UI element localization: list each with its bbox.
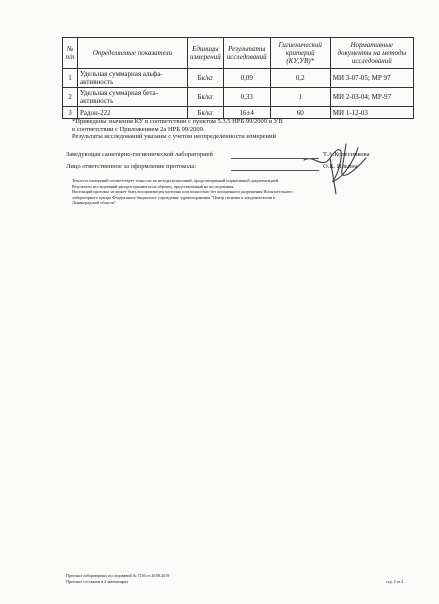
signature-line <box>231 158 319 159</box>
row-method: МИ 1-12-03 <box>330 107 413 119</box>
header-method: Нормативные документы на методы исследований <box>330 38 413 69</box>
row-unit: Бк/кг <box>188 88 224 107</box>
resp-role: Лицо ответственное за оформление протокола: <box>66 163 196 170</box>
row-criterion: 0,2 <box>270 69 330 88</box>
header-criterion: Гигиенический критерий (КУ,УВ)* <box>270 38 330 69</box>
results-table <box>62 37 414 119</box>
fine-line: Ленинградской области" <box>72 200 116 206</box>
row-result: 0,33 <box>223 88 270 107</box>
header-result: Результаты исследований <box>223 38 270 69</box>
footer <box>66 573 396 584</box>
resp-name: О.К. Ильина <box>323 163 358 170</box>
header-unit: Единицы измерений <box>188 38 224 69</box>
row-indicator: Удельная суммарная альфа-активность <box>78 69 188 88</box>
note-line: в соответствии с Приложением 2а НРБ 99/2009. <box>72 125 205 133</box>
signature-line <box>231 170 319 171</box>
fine-line: Точность измерений соответствует точности на методы испытаний, предусмотренной нормативной документацией. <box>72 178 280 183</box>
header-indicator: Определяемые показатели <box>78 38 188 69</box>
head-role: Заведующая санитарно-гигиенической лабораторией <box>66 151 213 158</box>
row-num: 3 <box>63 107 78 119</box>
note-line: Результаты исследований указаны с учетом неопределенности измерений <box>72 133 276 140</box>
signature-row-resp <box>66 163 422 171</box>
footer-copies: Протокол составлен в 2 экземплярах <box>66 578 129 584</box>
row-criterion: 60 <box>270 107 330 119</box>
signature-block <box>66 151 422 175</box>
row-num: 2 <box>63 88 78 107</box>
fine-line: лабораторного центра Федеральное бюджетное учреждение здравоохранения "Центр гигиены и эпидемиологии в <box>72 194 276 200</box>
fine-print <box>72 178 402 206</box>
row-unit: Бк/кг <box>188 107 224 119</box>
row-indicator: Радон-222 <box>78 107 188 119</box>
note-line: *Приведены значения КУ в соответствии с пунктом 5.3.5 НРБ 99/2009 и УВ <box>72 118 283 125</box>
table-row <box>63 107 414 119</box>
table-row <box>63 69 414 88</box>
header-num: № п/п <box>63 38 78 69</box>
footer-protocol: Протокол лабораторных исследований № 7156 от 20.08.2019 <box>66 573 170 578</box>
signature-row-head <box>66 151 422 159</box>
row-criterion: 1 <box>270 88 330 107</box>
page-number: стр. 2 из 2 <box>386 579 404 584</box>
fine-line: Результаты исследований распространяются на образец, представленный на исследования. <box>72 183 235 189</box>
table-notes <box>72 118 402 141</box>
table-row <box>63 88 414 107</box>
row-method: МИ 3-07-05; МР 97 <box>330 69 413 88</box>
row-indicator: Удельная суммарная бета-активность <box>78 88 188 107</box>
row-unit: Бк/кг <box>188 69 224 88</box>
row-result: 0,09 <box>223 69 270 88</box>
row-result: 16±4 <box>223 107 270 119</box>
head-name: Т.А.Колесникова <box>323 151 370 158</box>
row-method: МИ 2-03-04; МР-97 <box>330 88 413 107</box>
fine-line: Настоящий протокол не может быть воспроизведен частично или полностью без письменного разрешения Испытательного <box>72 189 293 195</box>
row-num: 1 <box>63 69 78 88</box>
table-header-row <box>63 38 414 69</box>
